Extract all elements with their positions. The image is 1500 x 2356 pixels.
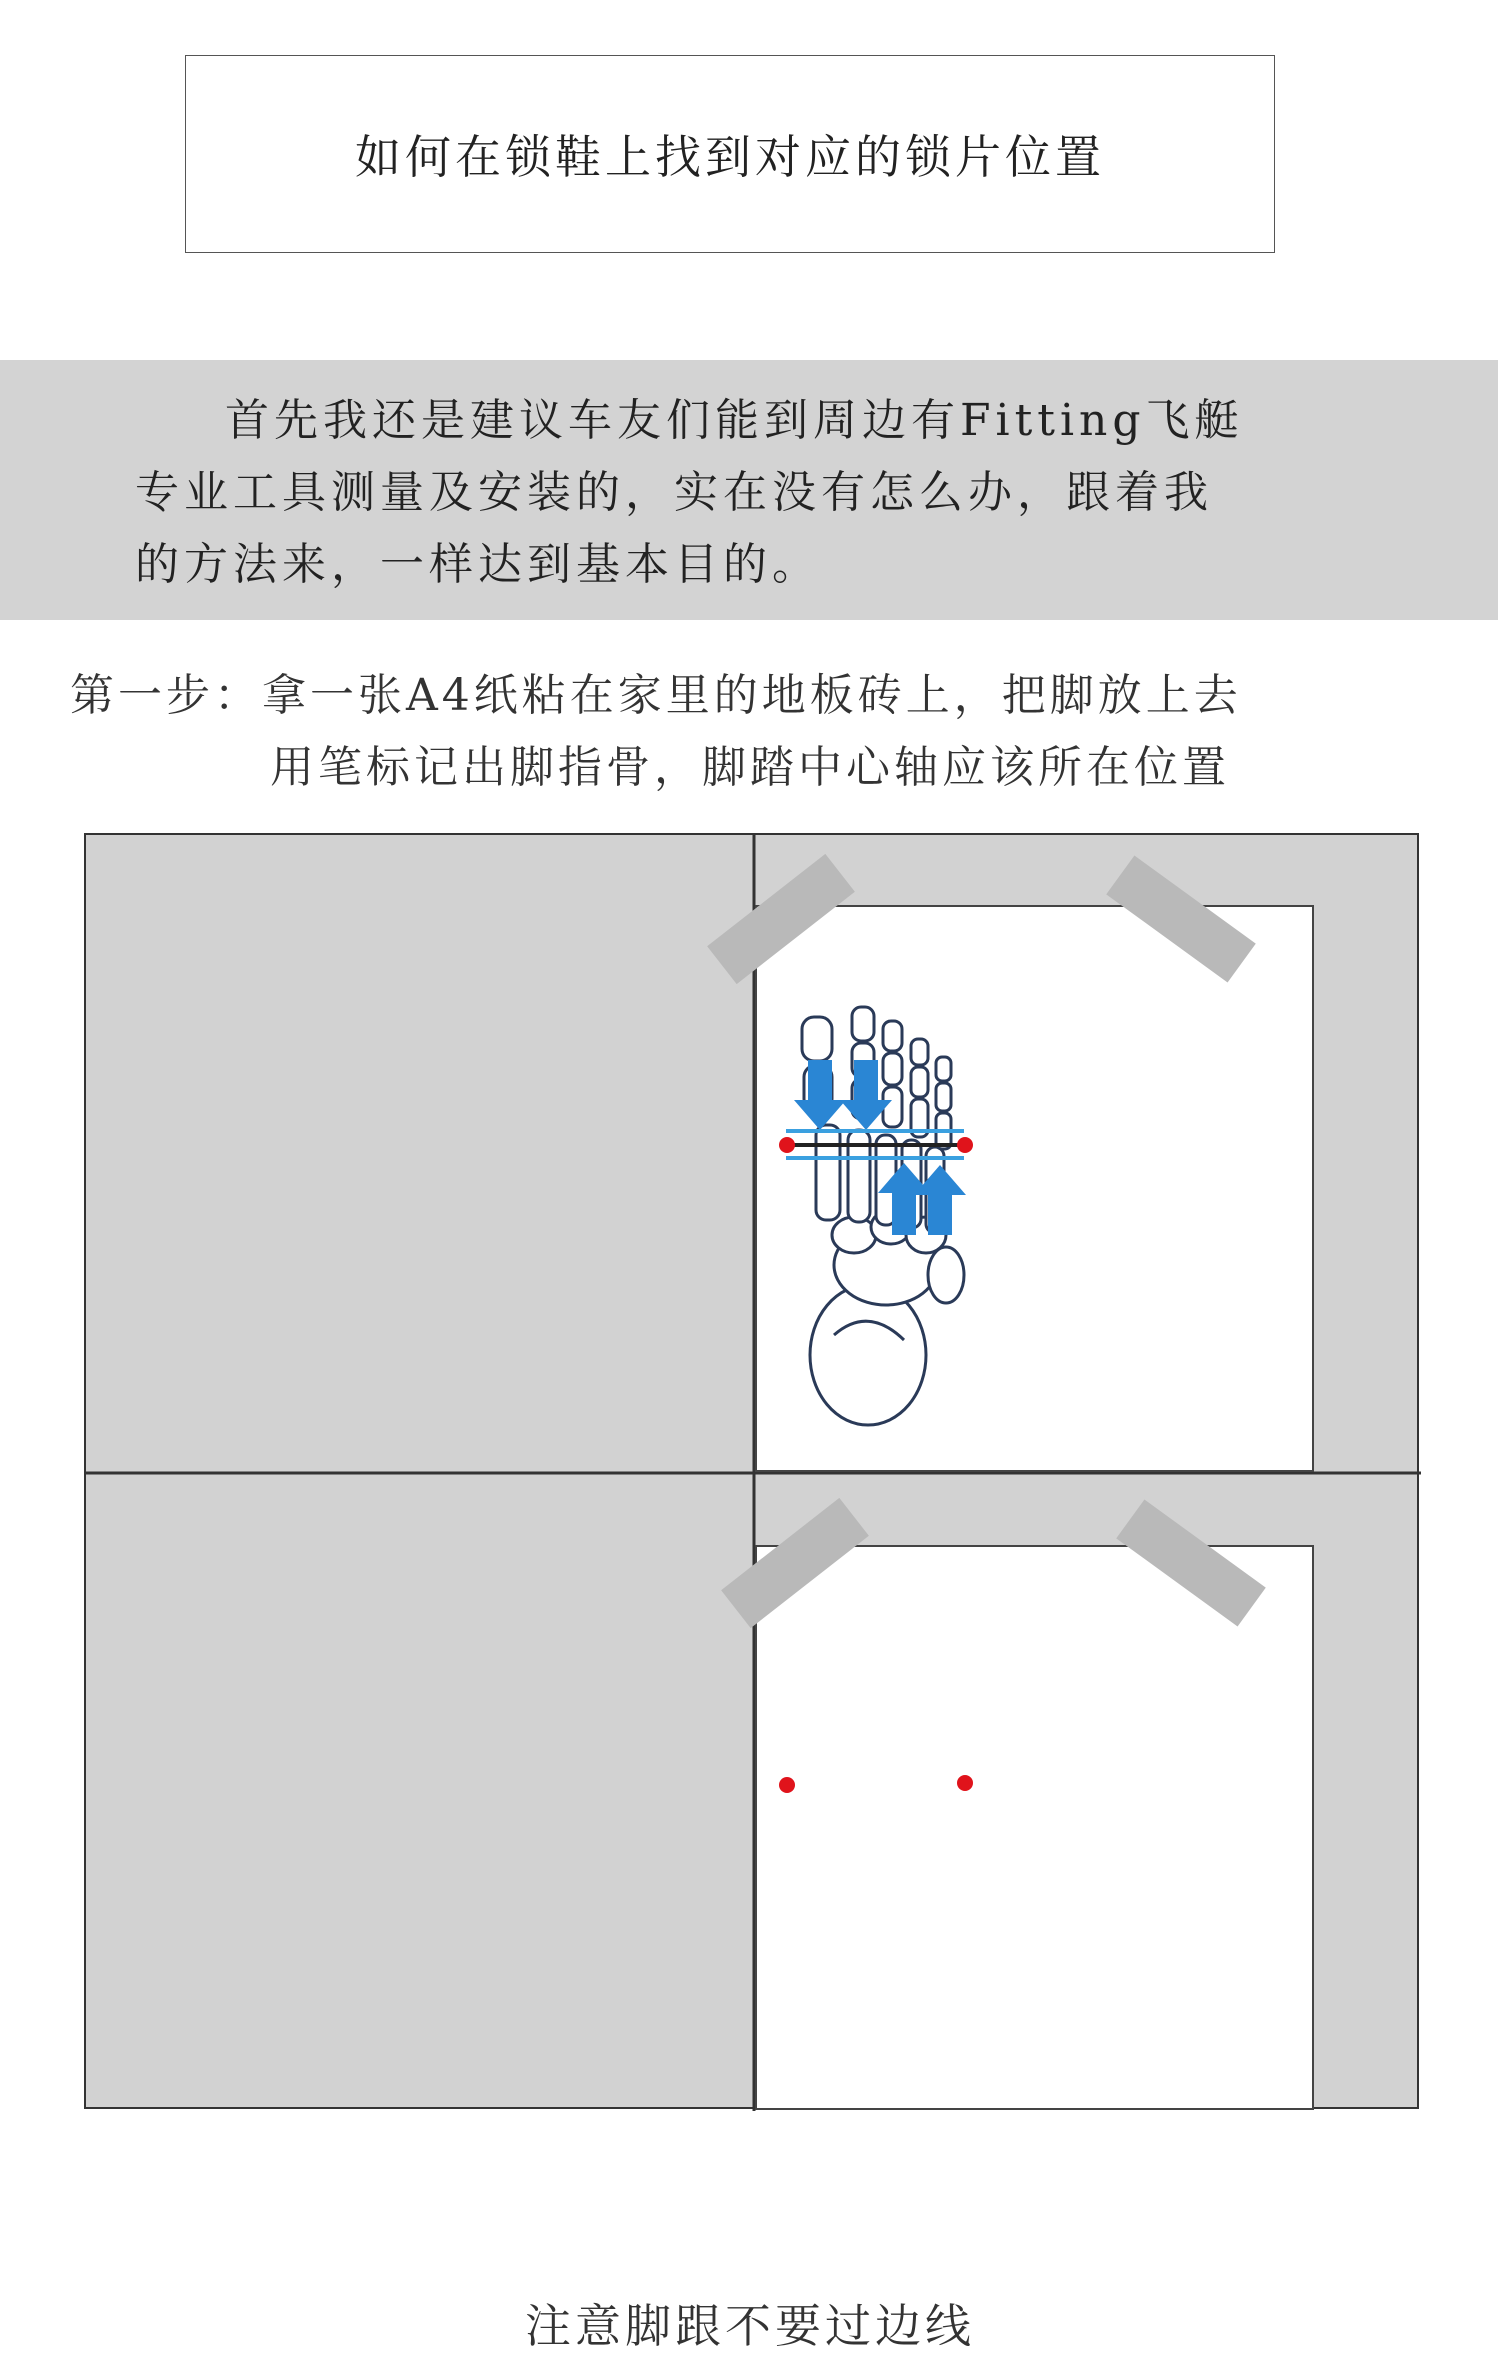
a4-paper-bottom <box>756 1546 1313 2109</box>
step-one-line-1: 第一步：拿一张A4纸粘在家里的地板砖上，把脚放上去 <box>70 670 1242 721</box>
red-dot-marker <box>779 1777 795 1793</box>
step-one-instructions <box>70 660 1400 804</box>
intro-line-2: 专业工具测量及安装的，实在没有怎么办，跟着我 <box>135 467 1213 518</box>
bottom-note: 注意脚跟不要过边线 <box>525 2299 975 2353</box>
step-one-line-2: 用笔标记出脚指骨，脚踏中心轴应该所在位置 <box>270 742 1230 793</box>
red-dot-marker <box>957 1137 973 1153</box>
intro-line-3: 的方法来，一样达到基本目的。 <box>135 539 821 590</box>
intro-paragraph <box>135 385 1365 601</box>
red-dot-marker <box>779 1137 795 1153</box>
red-dot-marker <box>957 1775 973 1791</box>
title-box <box>185 55 1275 253</box>
floor-tile-svg <box>86 835 1421 2111</box>
floor-tile-diagram <box>84 833 1419 2109</box>
page-title: 如何在锁鞋上找到对应的锁片位置 <box>355 130 1105 184</box>
intro-line-1: 首先我还是建议车友们能到周边有Fitting飞艇 <box>225 395 1244 446</box>
